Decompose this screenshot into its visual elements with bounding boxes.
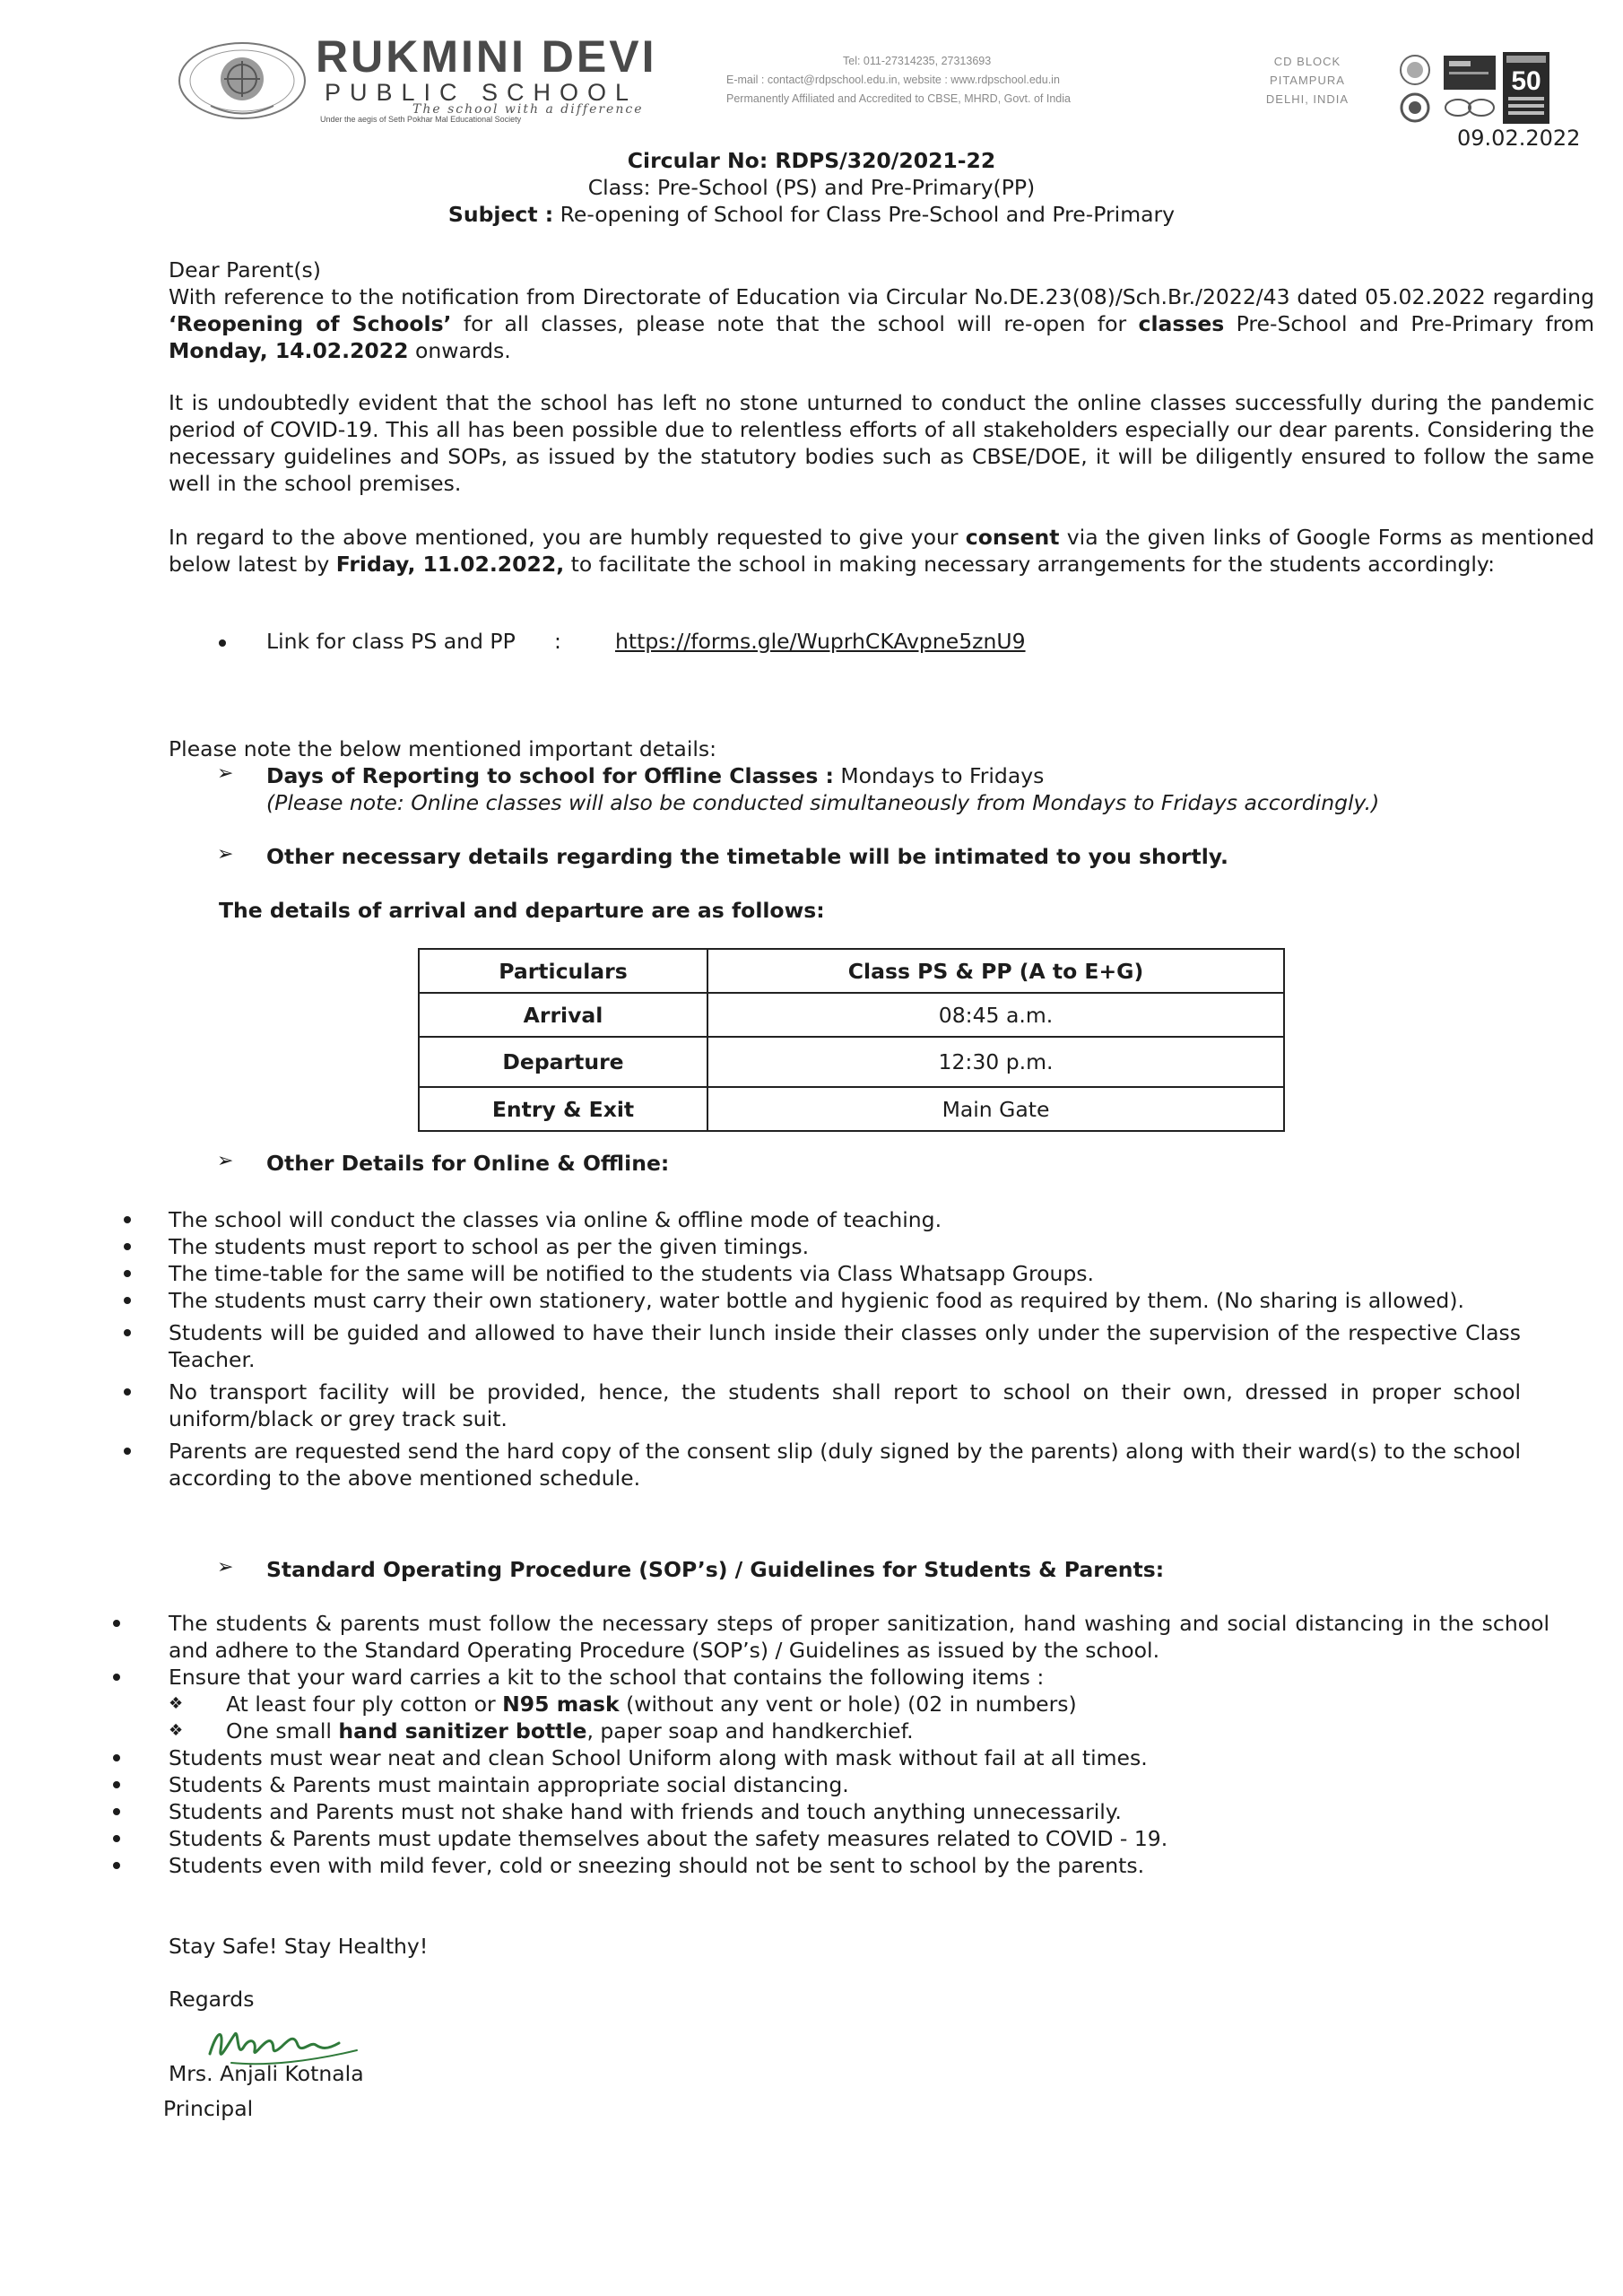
circular-number: Circular No: RDPS/320/2021-22 — [627, 148, 996, 173]
list-item — [169, 1798, 1549, 1825]
table-cell: Main Gate — [707, 1087, 1284, 1131]
list-item — [169, 1825, 1549, 1852]
bullet-icon — [124, 1216, 131, 1223]
table-row — [419, 993, 1284, 1037]
list-item-text: One small — [226, 1718, 339, 1744]
list-item-text: No transport facility will be provided, hence, the students shall report to school on their own, dressed in proper school uniform/black or grey track suit. — [169, 1379, 1521, 1431]
link-colon: : — [554, 629, 561, 654]
salutation: Dear Parent(s) — [169, 257, 321, 283]
list-item — [169, 1610, 1549, 1664]
school-emblem-icon — [175, 36, 309, 126]
list-item-text: Students & Parents must maintain appropriate social distancing. — [169, 1772, 849, 1797]
arrow-bullet-icon: ➢ — [217, 1150, 234, 1172]
paragraph-bold: ‘Reopening of Schools’ — [169, 311, 452, 336]
table-cell: 12:30 p.m. — [707, 1037, 1284, 1087]
list-item-text: Ensure that your ward carries a kit to the school that contains the following items : — [169, 1665, 1045, 1690]
list-item-text: Students must wear neat and clean School Uniform along with mask without fail at all times. — [169, 1745, 1148, 1770]
stay-safe: Stay Safe! Stay Healthy! — [169, 1934, 429, 1959]
paragraph-text: Pre-School and Pre-Primary from — [1224, 311, 1595, 336]
table-cell: 08:45 a.m. — [707, 993, 1284, 1037]
sop-heading: Standard Operating Procedure (SOP’s) / Guidelines for Students & Parents: — [266, 1557, 1165, 1582]
school-aegis: Under the aegis of Seth Pokhar Mal Educational Society — [320, 115, 522, 124]
list-item-text: (without any vent or hole) (02 in numbers) — [619, 1692, 1077, 1717]
bullet-icon — [113, 1835, 120, 1842]
paragraph-bold: consent — [965, 525, 1060, 550]
list-item — [169, 1771, 1549, 1798]
list-item-text: The students & parents must follow the necessary steps of proper sanitization, hand washing and social distancing in the school and adhere to the Standard Operating Procedure (SOP’s) / Guidelines as issued by the school. — [169, 1611, 1549, 1663]
list-item — [169, 1744, 1549, 1771]
list-item-text: Parents are requested send the hard copy of the consent slip (duly signed by the parents) along with their ward(s) to the school according to the above mentioned schedule. — [169, 1439, 1521, 1491]
school-motto: The school with a difference — [412, 102, 644, 117]
link-label: Link for class PS and PP — [266, 629, 516, 654]
bullet-icon — [113, 1754, 120, 1761]
online-classes-note: (Please note: Online classes will also be conducted simultaneously from Mondays to Fridays accordingly.) — [266, 790, 1380, 815]
circular-heading — [0, 147, 1623, 228]
arrow-bullet-icon: ➢ — [217, 1556, 234, 1578]
diamond-bullet-icon: ❖ — [169, 1721, 184, 1740]
paragraph-1 — [169, 283, 1594, 364]
school-name: RUKMINI DEVI — [316, 31, 657, 82]
bullet-icon — [124, 1329, 131, 1336]
paragraph-text: With reference to the notification from Directorate of Education via Circular No.DE.23(08)/Sch.Br./2022/43 dated 05.02.2022 regarding — [169, 284, 1594, 309]
bullet-icon — [124, 1270, 131, 1277]
contact-email: E-mail : contact@rdpschool.edu.in, website : www.rdpschool.edu.in — [726, 74, 1060, 86]
table-header: Particulars — [419, 949, 707, 993]
address-line: DELHI, INDIA — [1265, 92, 1350, 106]
principal-designation: Principal — [163, 2096, 254, 2121]
bullet-icon — [113, 1808, 120, 1815]
list-item-text: , paper soap and handkerchief. — [586, 1718, 914, 1744]
arrival-departure-table — [418, 948, 1285, 1132]
accreditation-badges-icon — [1388, 48, 1585, 129]
subject-text: Re-opening of School for Class Pre-School and Pre-Primary — [553, 202, 1176, 227]
timetable-notice: Other necessary details regarding the timetable will be intimated to you shortly. — [266, 844, 1228, 869]
bullet-icon — [219, 639, 226, 647]
reporting-days — [266, 762, 1575, 789]
paragraph-text: for all classes, please note that the school will re-open for — [451, 311, 1139, 336]
list-item — [169, 1438, 1521, 1492]
address-block — [1245, 52, 1370, 109]
list-item-text: The students must carry their own stationery, water bottle and hygienic food as required by them. (No sharing is allowed). — [169, 1288, 1464, 1313]
list-item — [169, 1233, 1521, 1260]
table-cell: Arrival — [419, 993, 707, 1037]
list-item-text: Students and Parents must not shake hand with friends and touch anything unnecessarily. — [169, 1799, 1122, 1824]
bullet-icon — [124, 1243, 131, 1250]
other-details-list — [169, 1206, 1521, 1492]
bullet-icon — [113, 1674, 120, 1681]
other-details-heading: Other Details for Online & Offline: — [266, 1151, 670, 1176]
contact-phone: Tel: 011-27314235, 27313693 — [843, 55, 992, 67]
list-item-bold: hand sanitizer bottle — [338, 1718, 587, 1744]
table-row — [419, 1037, 1284, 1087]
school-subtitle: PUBLIC SCHOOL — [325, 79, 638, 106]
list-item-text: The time-table for the same will be notified to the students via Class Whatsapp Groups. — [169, 1261, 1095, 1286]
list-item-bold: N95 mask — [502, 1692, 620, 1717]
paragraph-text: via the given links of Google Forms as mentioned below latest by — [169, 525, 1594, 577]
regards: Regards — [169, 1987, 255, 2012]
list-item — [169, 1852, 1549, 1879]
list-item-text: The students must report to school as per the given timings. — [169, 1234, 810, 1259]
arrival-heading: The details of arrival and departure are as follows: — [219, 898, 825, 923]
list-item-text: Students will be guided and allowed to have their lunch inside their classes only under the supervision of the respective Class Teacher. — [169, 1320, 1521, 1372]
paragraph-text: to facilitate the school in making necessary arrangements for the students accordingly: — [564, 552, 1496, 577]
subject-label: Subject : — [447, 202, 554, 227]
list-item — [169, 1378, 1521, 1432]
bullet-icon — [113, 1862, 120, 1869]
paragraph-bold: classes — [1138, 311, 1225, 336]
list-item — [169, 1319, 1521, 1373]
list-sub-item — [169, 1718, 1549, 1744]
list-item-text: The school will conduct the classes via online & offline mode of teaching. — [169, 1207, 942, 1232]
paragraph-2: It is undoubtedly evident that the school has left no stone unturned to conduct the online classes successfully during the pandemic period of COVID-19. This all has been possible due to relentless efforts of all stakeholders especially our dear parents. Considering the necessary guidelines and SOPs, as issued by the statutory bodies such as CBSE/DOE, it will be diligently ensured to follow the same well in the school premises. — [169, 390, 1594, 496]
important-intro: Please note the below mentioned important details: — [169, 736, 717, 761]
list-item — [169, 1664, 1549, 1691]
diamond-bullet-icon: ❖ — [169, 1694, 184, 1713]
bullet-icon — [124, 1297, 131, 1304]
table-cell: Entry & Exit — [419, 1087, 707, 1131]
principal-name: Mrs. Anjali Kotnala — [169, 2061, 364, 2086]
table-header-row — [419, 949, 1284, 993]
reporting-days-value: Mondays to Fridays — [833, 763, 1045, 788]
list-item-text: At least four ply cotton or — [226, 1692, 503, 1717]
class-line: Class: Pre-School (PS) and Pre-Primary(PP) — [587, 175, 1036, 200]
reporting-days-label: Days of Reporting to school for Offline Classes : — [266, 763, 834, 788]
list-item-text: Students & Parents must update themselves about the safety measures related to COVID - 19. — [169, 1826, 1168, 1851]
bullet-icon — [124, 1448, 131, 1455]
table-header: Class PS & PP (A to E+G) — [707, 949, 1284, 993]
address-line: CD BLOCK — [1273, 55, 1341, 68]
paragraph-text: In regard to the above mentioned, you are humbly requested to give your — [169, 525, 966, 550]
bullet-icon — [113, 1781, 120, 1788]
paragraph-intro — [169, 257, 1594, 364]
circular-date: 09.02.2022 — [1457, 126, 1581, 151]
paragraph-3 — [169, 524, 1594, 578]
table-row — [419, 1087, 1284, 1131]
paragraph-bold: Friday, 11.02.2022, — [335, 552, 565, 577]
bullet-icon — [113, 1620, 120, 1627]
address-line: PITAMPURA — [1270, 74, 1345, 87]
sop-list — [169, 1610, 1549, 1879]
bullet-icon — [124, 1388, 131, 1396]
subject-line — [0, 201, 1623, 228]
paragraph-text: onwards. — [408, 338, 511, 363]
consent-form-link[interactable]: https://forms.gle/WuprhCKAvpne5znU9 — [615, 629, 1026, 654]
table-cell: Departure — [419, 1037, 707, 1087]
contact-block — [726, 52, 1246, 109]
badge-number: 50 — [1511, 66, 1541, 96]
list-item — [169, 1287, 1521, 1314]
list-item — [169, 1260, 1521, 1287]
list-item-text: Students even with mild fever, cold or sneezing should not be sent to school by the parents. — [169, 1853, 1145, 1878]
list-sub-item — [169, 1691, 1549, 1718]
contact-affiliation: Permanently Affiliated and Accredited to CBSE, MHRD, Govt. of India — [726, 92, 1071, 105]
list-item — [169, 1206, 1521, 1233]
arrow-bullet-icon: ➢ — [217, 762, 234, 785]
arrow-bullet-icon: ➢ — [217, 843, 234, 865]
paragraph-bold: Monday, 14.02.2022 — [169, 338, 409, 363]
